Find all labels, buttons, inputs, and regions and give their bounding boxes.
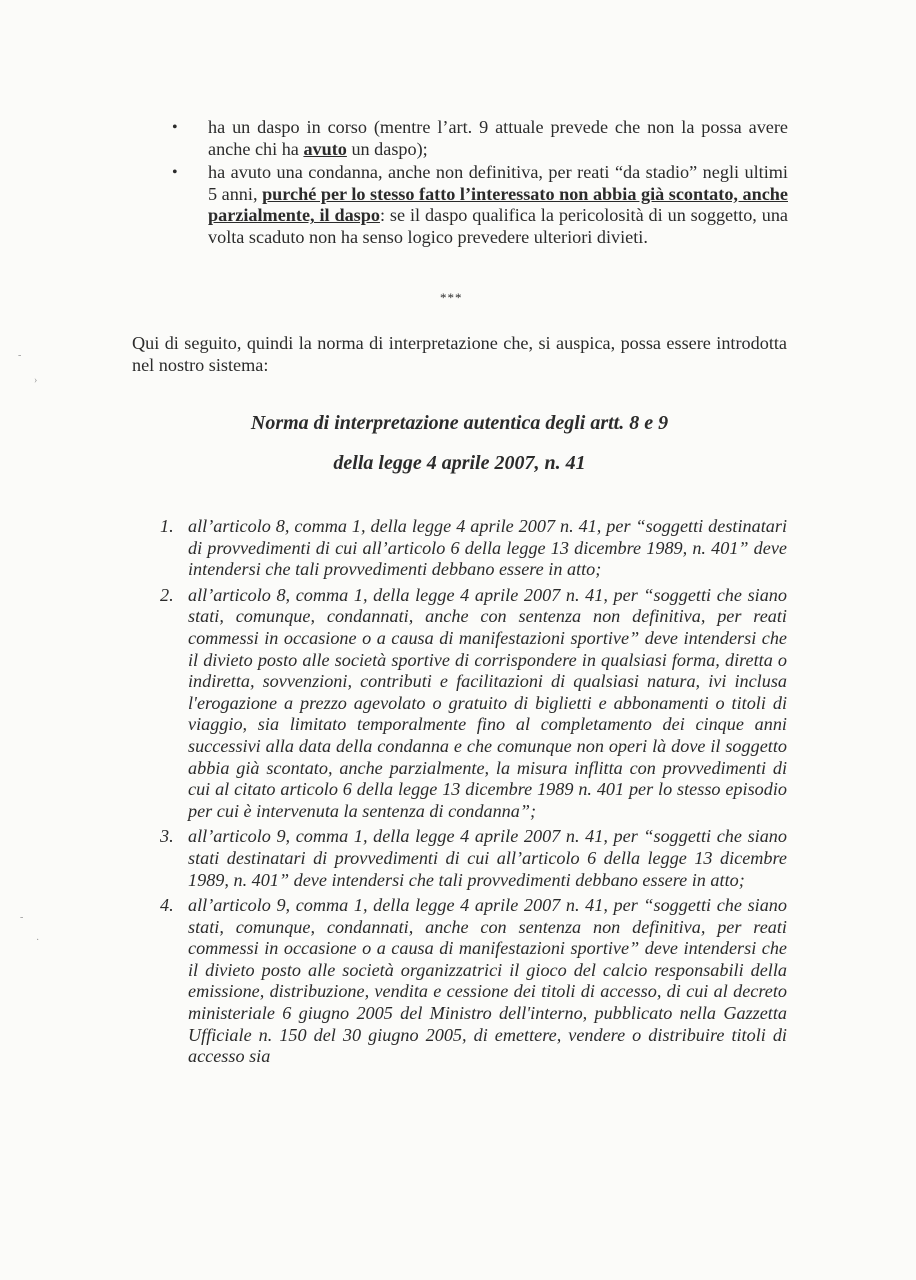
bullet-list (168, 117, 788, 251)
item-text: all’articolo 8, comma 1, della legge 4 aprile 2007 n. 41, per “soggetti che siano stati, comunque, condannati, anche con sentenza non definitiva, per reati commessi in occasione o a causa di manifestazioni sportive” deve intendersi che il divieto posto alle società sportive di corrispondere in qualsiasi forma, diretta o indiretta, sovvenzioni, contributi e facilitazioni di qualsiasi natura, ivi inclusa l'erogazione a prezzo agevolato o gratuito di biglietti e abbonamenti o titoli di viaggio, sia limitato temporalmente fino al completamento dei cinque anni successivi alla data della condanna e che comunque non operi là dove il soggetto abbia già scontato, anche parzialmente, la misura inflitta con provvedimenti di cui al citato articolo 6 della legge 13 dicembre 1989 n. 401 per lo stesso episodio per cui è intervenuta la sentenza di condanna”; (188, 584, 787, 821)
bullet-text: ha un daspo in corso (mentre l’art. 9 attuale prevede che non la possa avere anche chi ha (208, 117, 788, 159)
scan-margin-mark: - (18, 350, 22, 361)
bullet-text: ha avuto una condanna, anche non definitiva, per reati “da stadio” negli ultimi 5 anni, (208, 162, 788, 204)
list-item (132, 895, 787, 1068)
scan-margin-mark: - (20, 912, 24, 923)
section-separator: *** (440, 290, 463, 305)
item-text: all’articolo 9, comma 1, della legge 4 aprile 2007 n. 41, per “soggetti che siano stati, comunque, condannati, anche con sentenza non definitiva, per reati commessi in occasione o a causa di manifestazioni sportive” deve intendersi che il divieto posto alle società organizzatrici il gioco del calcio responsabili della emissione, distribuzione, vendita e cessione dei titoli di accesso, di cui al decreto ministeriale 6 giugno 2005 del Ministro dell'interno, pubblicato nella Gazzetta Ufficiale n. 150 del 30 giugno 2005, di emettere, vendere o distribuire titoli di accesso sia (188, 895, 787, 1067)
norm-title-line-2: della legge 4 aprile 2007, n. 41 (333, 452, 586, 474)
bullet-item (168, 117, 788, 160)
scan-margin-mark: › (34, 375, 38, 386)
intro-paragraph: Qui di seguito, quindi la norma di interpretazione che, si auspica, possa essere introdotta nel nostro sistema: (132, 333, 787, 375)
list-item (132, 826, 787, 891)
item-number: 1. (160, 516, 174, 536)
item-text: all’articolo 8, comma 1, della legge 4 aprile 2007 n. 41, per “soggetti destinatari di provvedimenti di cui all’articolo 6 della legge 13 dicembre 1989, n. 401” deve intendersi che tali provvedimenti debbano essere in atto; (188, 516, 787, 580)
list-item (132, 585, 787, 823)
scan-margin-mark: · (36, 935, 40, 946)
list-item (132, 516, 787, 581)
underlined-emphasis: purché per lo stesso fatto l’interessato non abbia già scontato, anche parzialmente, il daspo (208, 183, 788, 226)
norm-article-list (132, 516, 787, 1072)
bullet-text: un daspo); (346, 138, 428, 159)
bullet-item (168, 162, 788, 248)
bullet-text: : se il daspo qualifica la pericolosità di un soggetto, una volta scaduto non ha senso logico prevedere ulteriori divieti. (208, 205, 789, 247)
item-number: 3. (160, 826, 174, 847)
item-number: 4. (160, 895, 174, 916)
item-text: all’articolo 9, comma 1, della legge 4 aprile 2007 n. 41, per “soggetti che siano stati destinatari di provvedimenti di cui all’articolo 6 della legge 13 dicembre 1989, n. 401” deve intendersi che tali provvedimenti debbano essere in atto; (188, 826, 787, 890)
underlined-emphasis: avuto (303, 138, 347, 159)
norm-title-line-1: Norma di interpretazione autentica degli artt. 8 e 9 (250, 412, 669, 434)
item-number: 2. (160, 584, 174, 605)
